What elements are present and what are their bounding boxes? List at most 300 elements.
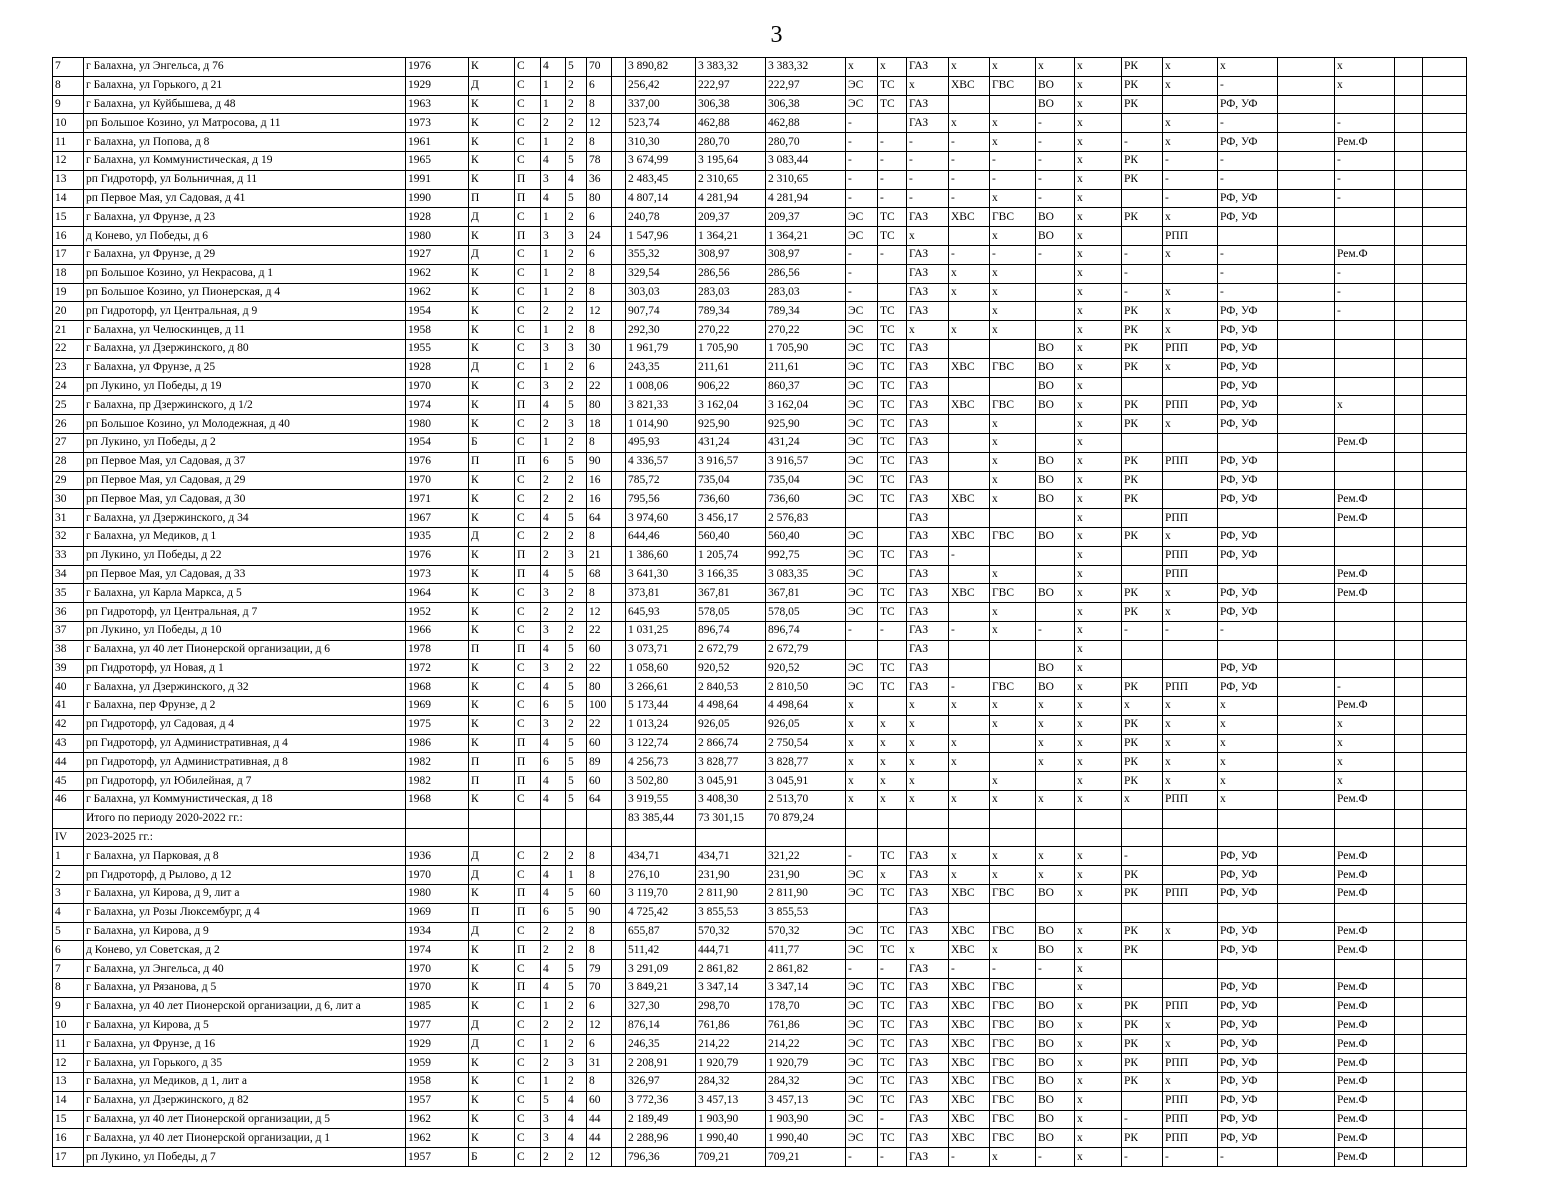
table-cell: ЭС (846, 433, 878, 452)
table-cell (1335, 621, 1395, 640)
table-cell: 3 457,13 (696, 1091, 766, 1110)
table-cell (1036, 433, 1075, 452)
table-cell: 2 861,82 (696, 960, 766, 979)
table-cell: 2 (566, 283, 587, 302)
table-cell: ЭС (846, 603, 878, 622)
table-cell (1036, 264, 1075, 283)
table-cell: - (1036, 621, 1075, 640)
table-cell: 4 (541, 396, 566, 415)
table-cell: г Балахна, ул Рязанова, д 5 (84, 979, 406, 998)
table-cell: П (515, 565, 541, 584)
table-cell (1423, 245, 1467, 264)
table-cell: г Балахна, ул Фрунзе, д 25 (84, 358, 406, 377)
table-cell: 896,74 (766, 621, 846, 640)
table-cell: П (515, 640, 541, 659)
table-cell: 3 (541, 377, 566, 396)
table-cell (1423, 302, 1467, 321)
table-cell: ТС (878, 546, 907, 565)
table-cell: - (1036, 960, 1075, 979)
table-cell: 78 (587, 151, 612, 170)
table-cell: РФ, УФ (1218, 941, 1278, 960)
table-cell (696, 828, 766, 847)
table-cell: РК (1122, 1073, 1163, 1092)
table-cell (1278, 979, 1335, 998)
table-cell: 1 008,06 (626, 377, 696, 396)
table-cell: 1 705,90 (696, 339, 766, 358)
table-cell: - (990, 960, 1036, 979)
table-cell: ГАЗ (907, 565, 949, 584)
table-cell: ТС (878, 584, 907, 603)
table-cell: х (1075, 640, 1122, 659)
table-cell: ВО (1036, 922, 1075, 941)
table-cell: 39 (53, 659, 84, 678)
table-cell (949, 772, 990, 791)
table-cell (612, 509, 626, 528)
table-cell: 6 (587, 208, 612, 227)
table-cell: 22 (587, 621, 612, 640)
table-cell (1395, 1073, 1423, 1092)
table-cell: Рем.Ф (1335, 565, 1395, 584)
table-cell: - (878, 151, 907, 170)
table-cell: П (515, 396, 541, 415)
table-cell (612, 377, 626, 396)
table-cell: С (515, 95, 541, 114)
table-cell: П (469, 640, 515, 659)
table-cell (1278, 283, 1335, 302)
table-cell: К (469, 490, 515, 509)
table-cell: 3 162,04 (766, 396, 846, 415)
table-cell (990, 809, 1036, 828)
table-cell (949, 452, 990, 471)
table-cell (1036, 509, 1075, 528)
table-cell (1423, 264, 1467, 283)
table-cell: 373,81 (626, 584, 696, 603)
table-cell (612, 772, 626, 791)
table-cell: 8 (53, 979, 84, 998)
table-cell: 80 (587, 678, 612, 697)
table-cell: Рем.Ф (1335, 1054, 1395, 1073)
table-row (53, 734, 1467, 753)
table-cell (1122, 227, 1163, 246)
table-cell: РК (1122, 885, 1163, 904)
table-cell: ХВС (949, 1016, 990, 1035)
table-cell (1075, 809, 1122, 828)
table-cell: РПП (1163, 885, 1218, 904)
table-cell: 6 (587, 997, 612, 1016)
table-cell: ВО (1036, 95, 1075, 114)
table-cell: 1929 (406, 76, 469, 95)
table-cell: 209,37 (696, 208, 766, 227)
table-cell: С (515, 715, 541, 734)
table-cell (1395, 791, 1423, 810)
table-cell: 11 (53, 1035, 84, 1054)
table-row (53, 264, 1467, 283)
table-row (53, 227, 1467, 246)
table-cell (1395, 621, 1423, 640)
table-cell: ГАЗ (907, 490, 949, 509)
table-cell (1278, 339, 1335, 358)
table-cell: Д (469, 76, 515, 95)
table-cell: С (515, 264, 541, 283)
table-cell: РПП (1163, 227, 1218, 246)
table-cell: ТС (878, 1035, 907, 1054)
table-cell (1218, 960, 1278, 979)
table-cell: 2 (566, 847, 587, 866)
table-cell (612, 452, 626, 471)
table-cell: 5 (566, 753, 587, 772)
table-row (53, 527, 1467, 546)
table-cell: х (1075, 76, 1122, 95)
table-cell: С (515, 659, 541, 678)
table-cell: 5 (566, 791, 587, 810)
table-cell: х (1163, 753, 1218, 772)
table-cell: РПП (1163, 452, 1218, 471)
table-cell (1423, 1054, 1467, 1073)
table-cell: ГАЗ (907, 979, 949, 998)
table-cell: х (990, 264, 1036, 283)
table-cell: 2 (566, 715, 587, 734)
table-cell: ГВС (990, 1016, 1036, 1035)
table-cell: ГАЗ (907, 866, 949, 885)
table-cell (1278, 866, 1335, 885)
table-cell: 3 772,36 (626, 1091, 696, 1110)
table-cell: С (515, 697, 541, 716)
table-cell: 22 (587, 659, 612, 678)
table-cell: РК (1122, 396, 1163, 415)
table-cell (1395, 471, 1423, 490)
table-cell (1395, 772, 1423, 791)
table-cell: РК (1122, 151, 1163, 170)
table-cell: 100 (587, 697, 612, 716)
table-cell: ЭС (846, 227, 878, 246)
table-cell: Рем.Ф (1335, 1091, 1395, 1110)
table-cell: 286,56 (696, 264, 766, 283)
table-cell: 22 (53, 339, 84, 358)
table-cell (1423, 603, 1467, 622)
table-cell: х (846, 734, 878, 753)
table-cell: - (1163, 151, 1218, 170)
table-cell: х (1075, 1129, 1122, 1148)
table-cell: х (1075, 866, 1122, 885)
table-cell: 4 725,42 (626, 903, 696, 922)
table-cell: 19 (53, 283, 84, 302)
table-row (53, 960, 1467, 979)
table-cell: 68 (587, 565, 612, 584)
table-cell: 3 045,91 (766, 772, 846, 791)
table-cell: 2 (566, 95, 587, 114)
table-cell: РК (1122, 415, 1163, 434)
table-cell (612, 715, 626, 734)
table-cell (1163, 490, 1218, 509)
table-cell (1395, 1091, 1423, 1110)
table-cell (1395, 847, 1423, 866)
table-cell: 5 (566, 58, 587, 77)
table-cell: К (469, 697, 515, 716)
table-cell: х (1075, 527, 1122, 546)
table-cell: ЭС (846, 490, 878, 509)
table-cell: 644,46 (626, 527, 696, 546)
table-cell: 2 (541, 603, 566, 622)
table-cell: РК (1122, 1016, 1163, 1035)
table-cell: С (515, 603, 541, 622)
table-cell (846, 809, 878, 828)
table-cell: 4 (541, 791, 566, 810)
table-cell: 9 (53, 997, 84, 1016)
table-cell: 2 (566, 302, 587, 321)
table-cell: РФ, УФ (1218, 1054, 1278, 1073)
table-cell (612, 603, 626, 622)
table-cell: 4 (566, 1129, 587, 1148)
table-cell: х (907, 697, 949, 716)
table-cell: - (846, 621, 878, 640)
table-cell (587, 828, 612, 847)
table-cell: РК (1122, 339, 1163, 358)
table-cell (1278, 76, 1335, 95)
table-cell: ГАЗ (907, 678, 949, 697)
table-cell: РК (1122, 76, 1163, 95)
table-cell: С (515, 1073, 541, 1092)
table-cell: С (515, 509, 541, 528)
table-cell: - (1122, 1110, 1163, 1129)
table-cell: РК (1122, 941, 1163, 960)
table-cell (1036, 603, 1075, 622)
table-cell: 1 920,79 (766, 1054, 846, 1073)
table-cell: С (515, 1054, 541, 1073)
table-cell: ВО (1036, 678, 1075, 697)
table-cell (1395, 189, 1423, 208)
table-cell: 1977 (406, 1016, 469, 1035)
table-cell: 4 (541, 565, 566, 584)
table-cell: ЭС (846, 471, 878, 490)
table-cell (612, 1129, 626, 1148)
table-cell: - (846, 283, 878, 302)
table-cell: г Балахна, ул Коммунистическая, д 18 (84, 791, 406, 810)
table-cell: рп Гидроторф, ул Центральная, д 9 (84, 302, 406, 321)
table-cell: ТС (878, 1129, 907, 1148)
table-cell: х (990, 490, 1036, 509)
table-cell: 1 364,21 (696, 227, 766, 246)
table-cell (878, 527, 907, 546)
table-cell: г Балахна, ул Фрунзе, д 16 (84, 1035, 406, 1054)
table-cell: ГАЗ (907, 1016, 949, 1035)
table-cell (1335, 95, 1395, 114)
table-cell: ГАЗ (907, 621, 949, 640)
table-cell: С (515, 339, 541, 358)
table-cell: рп Первое Мая, ул Садовая, д 37 (84, 452, 406, 471)
table-cell: 3 347,14 (696, 979, 766, 998)
table-cell: 276,10 (626, 866, 696, 885)
table-cell: х (990, 189, 1036, 208)
table-cell: 2 (566, 321, 587, 340)
table-cell (990, 509, 1036, 528)
table-cell (612, 941, 626, 960)
table-cell: - (1122, 847, 1163, 866)
table-cell: х (1036, 753, 1075, 772)
table-cell: ГВС (990, 1073, 1036, 1092)
table-cell: 1 014,90 (626, 415, 696, 434)
table-cell: 2 810,50 (766, 678, 846, 697)
table-cell (1278, 697, 1335, 716)
table-row (53, 621, 1467, 640)
table-cell (990, 377, 1036, 396)
table-cell: 303,03 (626, 283, 696, 302)
table-cell: 3 (541, 170, 566, 189)
table-cell: РК (1122, 170, 1163, 189)
table-cell: 2 (566, 997, 587, 1016)
table-cell (612, 95, 626, 114)
table-cell (1423, 1129, 1467, 1148)
table-cell: х (949, 866, 990, 885)
table-cell: 4 (541, 509, 566, 528)
table-cell (1278, 584, 1335, 603)
table-cell: х (1163, 302, 1218, 321)
table-cell: ТС (878, 302, 907, 321)
table-cell: РФ, УФ (1218, 302, 1278, 321)
table-cell: РФ, УФ (1218, 396, 1278, 415)
table-cell: ГАЗ (907, 922, 949, 941)
table-cell (1122, 1091, 1163, 1110)
table-cell: - (1163, 1148, 1218, 1167)
table-cell (612, 527, 626, 546)
table-cell (1036, 283, 1075, 302)
table-cell: РПП (1163, 509, 1218, 528)
table-cell: 1 961,79 (626, 339, 696, 358)
table-cell: 3 166,35 (696, 565, 766, 584)
table-cell: 2 (566, 114, 587, 133)
table-cell: - (878, 621, 907, 640)
table-cell (1278, 452, 1335, 471)
table-cell: 2 (566, 76, 587, 95)
table-cell: х (949, 847, 990, 866)
table-cell: 32 (53, 527, 84, 546)
table-cell: Рем.Ф (1335, 584, 1395, 603)
table-cell: ВО (1036, 377, 1075, 396)
table-cell: ЭС (846, 997, 878, 1016)
table-cell: РФ, УФ (1218, 1016, 1278, 1035)
table-cell: 4 (541, 189, 566, 208)
table-cell: 1973 (406, 565, 469, 584)
table-cell: 511,42 (626, 941, 696, 960)
table-cell: Рем.Ф (1335, 697, 1395, 716)
table-cell: х (1036, 734, 1075, 753)
table-cell: 1976 (406, 546, 469, 565)
table-cell: 3 (541, 1129, 566, 1148)
table-cell: х (1075, 979, 1122, 998)
table-cell (1395, 527, 1423, 546)
table-cell: ГАЗ (907, 1035, 949, 1054)
table-cell: ЭС (846, 1035, 878, 1054)
table-cell: х (949, 58, 990, 77)
table-cell (1122, 565, 1163, 584)
table-cell: х (1075, 941, 1122, 960)
table-row (53, 903, 1467, 922)
table-cell: 785,72 (626, 471, 696, 490)
table-cell: 495,93 (626, 433, 696, 452)
table-cell: РК (1122, 734, 1163, 753)
table-row (53, 170, 1467, 189)
table-cell: х (878, 791, 907, 810)
table-cell: 3 347,14 (766, 979, 846, 998)
table-cell: 2 (541, 415, 566, 434)
table-cell: 5 (566, 509, 587, 528)
table-cell: К (469, 170, 515, 189)
table-cell: - (907, 133, 949, 152)
table-cell: 10 (53, 1016, 84, 1035)
table-cell: 1 (541, 283, 566, 302)
table-cell: 6 (541, 452, 566, 471)
table-cell: 4 498,64 (696, 697, 766, 716)
table-cell: 3 (541, 227, 566, 246)
table-cell: 5 (566, 734, 587, 753)
table-cell: - (1335, 678, 1395, 697)
table-cell: К (469, 997, 515, 1016)
table-cell: г Балахна, ул Коммунистическая, д 19 (84, 151, 406, 170)
table-cell (1278, 941, 1335, 960)
table-cell: 8 (587, 95, 612, 114)
table-row (53, 1035, 1467, 1054)
table-cell (1278, 1054, 1335, 1073)
table-cell (1395, 1110, 1423, 1129)
table-cell: х (1218, 715, 1278, 734)
table-cell (1036, 809, 1075, 828)
table-cell: С (515, 1035, 541, 1054)
table-cell (1278, 1035, 1335, 1054)
table-cell: ГВС (990, 1110, 1036, 1129)
table-cell: 2 840,53 (696, 678, 766, 697)
table-cell: РК (1122, 584, 1163, 603)
table-cell (949, 603, 990, 622)
table-cell: ТС (878, 603, 907, 622)
table-cell (1395, 565, 1423, 584)
table-cell: С (515, 471, 541, 490)
table-cell: ГАЗ (907, 584, 949, 603)
table-cell (878, 903, 907, 922)
table-cell: х (1075, 1148, 1122, 1167)
table-cell (1122, 433, 1163, 452)
table-cell: 992,75 (766, 546, 846, 565)
table-cell (612, 133, 626, 152)
table-cell: - (1036, 151, 1075, 170)
table-cell: РК (1122, 772, 1163, 791)
table-cell (1395, 227, 1423, 246)
table-cell: ХВС (949, 358, 990, 377)
table-cell (612, 302, 626, 321)
table-cell: К (469, 791, 515, 810)
table-cell: ЭС (846, 546, 878, 565)
table-cell: РФ, УФ (1218, 208, 1278, 227)
table-cell: 367,81 (696, 584, 766, 603)
table-cell: ХВС (949, 979, 990, 998)
table-cell: 1957 (406, 1148, 469, 1167)
table-cell: 1958 (406, 1073, 469, 1092)
table-cell: ГВС (990, 885, 1036, 904)
table-cell: 3 (566, 339, 587, 358)
table-cell: 3 119,70 (626, 885, 696, 904)
table-cell (1163, 95, 1218, 114)
table-cell: РФ, УФ (1218, 452, 1278, 471)
table-row (53, 584, 1467, 603)
table-cell: - (1163, 621, 1218, 640)
table-cell: 1962 (406, 1110, 469, 1129)
table-cell: х (1075, 264, 1122, 283)
table-row (53, 1016, 1467, 1035)
table-cell: 70 879,24 (766, 809, 846, 828)
table-cell: К (469, 603, 515, 622)
table-cell: 243,35 (626, 358, 696, 377)
table-cell (1395, 885, 1423, 904)
table-cell: 1 013,24 (626, 715, 696, 734)
table-cell: 8 (587, 866, 612, 885)
